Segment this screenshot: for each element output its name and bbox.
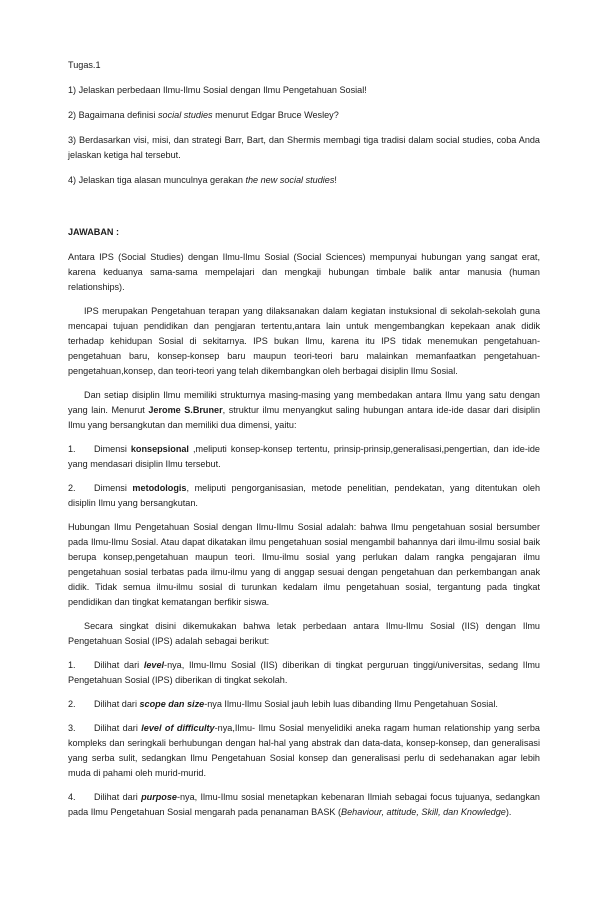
difference-4-middle: -nya, Ilmu-Ilmu sosial menetapkan kebenaran Ilmiah sebagai focus tujuanya, sedangkan pada Ilmu Pengetahuan Sosial mengarah pada penanaman BASK ( <box>68 792 540 817</box>
dimension-1-text: Dimensi <box>94 444 131 454</box>
list-number: 2. <box>68 483 76 493</box>
difference-3-tail: -nya,Ilmu- Ilmu Sosial menyelidiki aneka ragam human relationship yang serba kompleks dan seringkali berhubungan dengan hal-hal yang abstrak dan data-data, konsep-konsep, dan generalisasi yang serba sulit, sedangkan Ilmu Pengetahuan Sosial konsep dan generalisasi perlu di sedehanakan agar lebih muda di pahami oleh murid-murid. <box>68 723 540 778</box>
dimension-2-text: Dimensi <box>94 483 133 493</box>
paragraph-5: Secara singkat disini dikemukakan bahwa letak perbedaan antara Ilmu-Ilmu Sosial (IIS) dengan Ilmu Pengetahuan Sosial (IPS) adalah sebagai berikut: <box>68 621 540 646</box>
difference-2-text: Dilihat dari <box>94 699 140 709</box>
list-number: 1. <box>68 660 76 670</box>
difference-2 <box>68 697 540 712</box>
list-number: 3. <box>68 723 76 733</box>
dimension-1-tail: ,meliputi konsep-konsep tertentu, prinsip-prinsip,generalisasi,pengertian, dan ide-ide yang mendasari disiplin Ilmu tersebut. <box>68 444 540 469</box>
question-4-text: 4) Jelaskan tiga alasan munculnya gerakan <box>68 175 246 185</box>
paragraph-4: Hubungan Ilmu Pengetahuan Sosial dengan Ilmu-Ilmu Sosial adalah: bahwa Ilmu pengetahuan sosial bersumber pada Ilmu-Ilmu Sosial. Atau dapat dikatakan ilmu pengetahuan sosial mengambil bahannya dari ilmu-ilmu sosial baik berupa konsep,pengetahuan maupun teori. Ilmu-ilmu sosial yang perlukan dalam rangka pengajaran ilmu pengetahuan sosial terbatas pada ilmu-ilmu yang di anggap sesuai dengan pengetahuan dan perkembangan anak didik. Tidak semua ilmu-ilmu sosial di turunkan kedalam ilmu pengetahuan sosial, tergantung pada tingkat pendidikan dan tingkat kematangan berfikir siswa. <box>68 522 540 607</box>
question-2 <box>68 108 540 123</box>
difference-4-text: Dilihat dari <box>94 792 142 802</box>
bask-terms: Behaviour, attitude, Skill, dan Knowledge <box>341 807 506 817</box>
difference-1 <box>68 658 540 688</box>
page-title: Tugas.1 <box>68 60 101 70</box>
dimension-2 <box>68 481 540 511</box>
dimension-1-term: konsepsional <box>130 444 189 454</box>
question-4 <box>68 173 540 188</box>
paragraph-3-text: Dan setiap disiplin Ilmu memiliki strukturnya masing-masing yang membedakan antara Ilmu yang satu dengan yang lain. Menurut <box>68 390 540 415</box>
author-name: Jerome S.Bruner <box>148 405 223 415</box>
difference-1-tail: -nya, Ilmu-Ilmu Sosial (IIS) diberikan di tingkat perguruan tinggi/universitas, sedang Ilmu Pengetahuan Sosial (IPS) diberikan di tingkat sekolah. <box>68 660 540 685</box>
paragraph-2: IPS merupakan Pengetahuan terapan yang dilaksanakan dalam kegiatan instuksional di sekolah-sekolah guna mencapai tujuan pendidikan dan pengjaran tertentu,antara lain untuk mengembangkan kepekaan anak didik terhadap kehidupan Sosial di sekitarnya. IPS bukan Ilmu, karena itu IPS tidak menemukan pengetahuan-pengetahuan baru, konsep-konsep baru maupun teori-teori baru malainkan memanfaatkan pengetahuan-pengetahuan,konsep, dan teori-teori yang telah dikembangkan oleh berbagai disiplin Ilmu Sosial. <box>68 306 540 376</box>
list-number: 4. <box>68 792 76 802</box>
paragraph-3 <box>68 388 540 433</box>
question-2-emphasis: social studies <box>157 110 213 120</box>
paragraph-1: Antara IPS (Social Studies) dengan Ilmu-Ilmu Sosial (Social Sciences) mempunyai hubungan yang sangat erat, karena keduanya sama-sama mempelajari dan mengkaji hubungan timbale balik antar manusia (human relationships). <box>68 252 540 292</box>
difference-3-term: level of difficulty <box>141 723 215 733</box>
question-1: 1) Jelaskan perbedaan Ilmu-Ilmu Sosial dengan Ilmu Pengetahuan Sosial! <box>68 85 367 95</box>
difference-2-tail: -nya Ilmu-Ilmu Sosial jauh lebih luas dibanding Ilmu Pengetahuan Sosial. <box>204 699 498 709</box>
question-2-tail: menurut Edgar Bruce Wesley? <box>212 110 339 120</box>
list-number: 1. <box>68 444 76 454</box>
question-4-tail: ! <box>334 175 337 185</box>
difference-2-term: scope dan size <box>139 699 205 709</box>
difference-4-term: purpose <box>141 792 177 802</box>
answer-heading: JAWABAN : <box>68 227 120 237</box>
difference-1-text: Dilihat dari <box>94 660 144 670</box>
paragraph-3-tail: , struktur ilmu menyangkut saling hubungan antara ide-ide dasar dari disiplin Ilmu yang bersangkutan dan memiliki dua dimensi, yaitu: <box>68 405 541 430</box>
question-2-text: 2) Bagaimana definisi <box>68 110 158 120</box>
question-4-emphasis: the new social studies <box>245 175 335 185</box>
difference-4 <box>68 790 540 820</box>
spacer <box>68 198 540 225</box>
dimension-1 <box>68 442 540 472</box>
difference-1-term: level <box>143 660 165 670</box>
question-3: 3) Berdasarkan visi, misi, dan strategi Barr, Bart, dan Shermis membagi tiga tradisi dalam social studies, coba Anda jelaskan ketiga hal tersebut. <box>68 135 540 160</box>
difference-3 <box>68 721 540 781</box>
list-number: 2. <box>68 699 76 709</box>
difference-4-tail: ). <box>505 807 512 817</box>
difference-3-text: Dilihat dari <box>94 723 142 733</box>
dimension-2-term: metodologis <box>132 483 187 493</box>
dimension-2-tail: , meliputi pengorganisasian, metode penelitian, pendekatan, yang ditentukan oleh disiplin Ilmu yang bersangkutan. <box>68 483 540 508</box>
